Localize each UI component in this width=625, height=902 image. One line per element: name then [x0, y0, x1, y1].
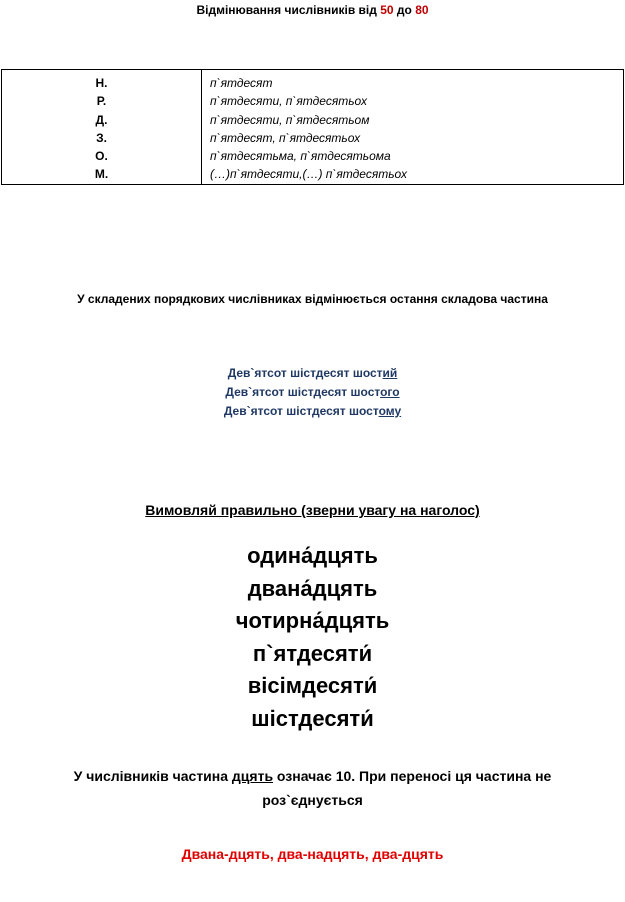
page-title — [0, 3, 625, 17]
case-form: п`ятдесят, п`ятдесятьох — [210, 130, 361, 145]
pronunciation-title: Вимовляй правильно (зверни увагу на наголос) — [145, 502, 480, 518]
title-middle: до — [393, 3, 416, 17]
title-number-from: 50 — [380, 3, 394, 17]
case-label: Д. — [95, 112, 108, 127]
rule-dtsiat-part: дцять — [231, 768, 274, 784]
rule-dtsiat-before: У числівників частина — [73, 768, 232, 784]
case-form: (…)п`ятдесяти,(…) п`ятдесятьох — [210, 167, 407, 182]
pronunciation-word: чотирна́дцять — [235, 608, 390, 633]
case-label: Н. — [95, 76, 108, 90]
example-stem: Дев`ятсот шістдесят шост — [225, 385, 381, 399]
example-stem: Дев`ятсот шістдесят шост — [227, 366, 383, 380]
rule-compound-ordinals: У складених порядкових числівниках відмінюється остання складова частина — [77, 292, 548, 306]
pronunciation-word: п`ятдесяти́ — [252, 640, 373, 666]
hyphenation-example: Двана-дцять, два-надцять, два-дцять — [181, 846, 444, 862]
declension-table — [1, 69, 624, 185]
ordinal-examples — [0, 364, 625, 421]
case-label: О. — [95, 149, 108, 164]
rule-dtsiat-after: означає 10. При переносі ця частина не роз`єднується — [262, 768, 552, 808]
pronunciation-list — [0, 540, 625, 735]
case-label: З. — [96, 130, 107, 145]
title-prefix: Відмінювання числівників від — [196, 3, 381, 17]
pronunciation-word: двана́дцять — [247, 575, 378, 601]
case-column — [2, 70, 202, 184]
example-stem: Дев`ятсот шістдесят шост — [223, 404, 379, 418]
pronunciation-word: вісімдесяти́ — [247, 673, 378, 698]
example-line — [0, 383, 625, 402]
case-label: М. — [94, 167, 109, 182]
case-form: п`ятдесяти, п`ятдесятьох — [210, 94, 367, 109]
example-ending: ого — [380, 385, 400, 399]
pronunciation-word: шістдесяти́ — [251, 705, 374, 731]
form-column — [202, 70, 623, 184]
case-form: п`ятдесят — [210, 76, 273, 90]
title-number-to: 80 — [415, 3, 429, 17]
case-form: п`ятдесяти, п`ятдесятьом — [210, 112, 370, 127]
rule-dtsiat — [30, 764, 595, 812]
example-line — [0, 364, 625, 383]
case-label: Р. — [96, 94, 107, 109]
example-line — [0, 402, 625, 421]
case-form: п`ятдесятьма, п`ятдесятьома — [210, 149, 391, 164]
example-ending: ий — [382, 366, 398, 380]
example-ending: ому — [378, 404, 402, 418]
pronunciation-word: одина́дцять — [247, 543, 378, 568]
